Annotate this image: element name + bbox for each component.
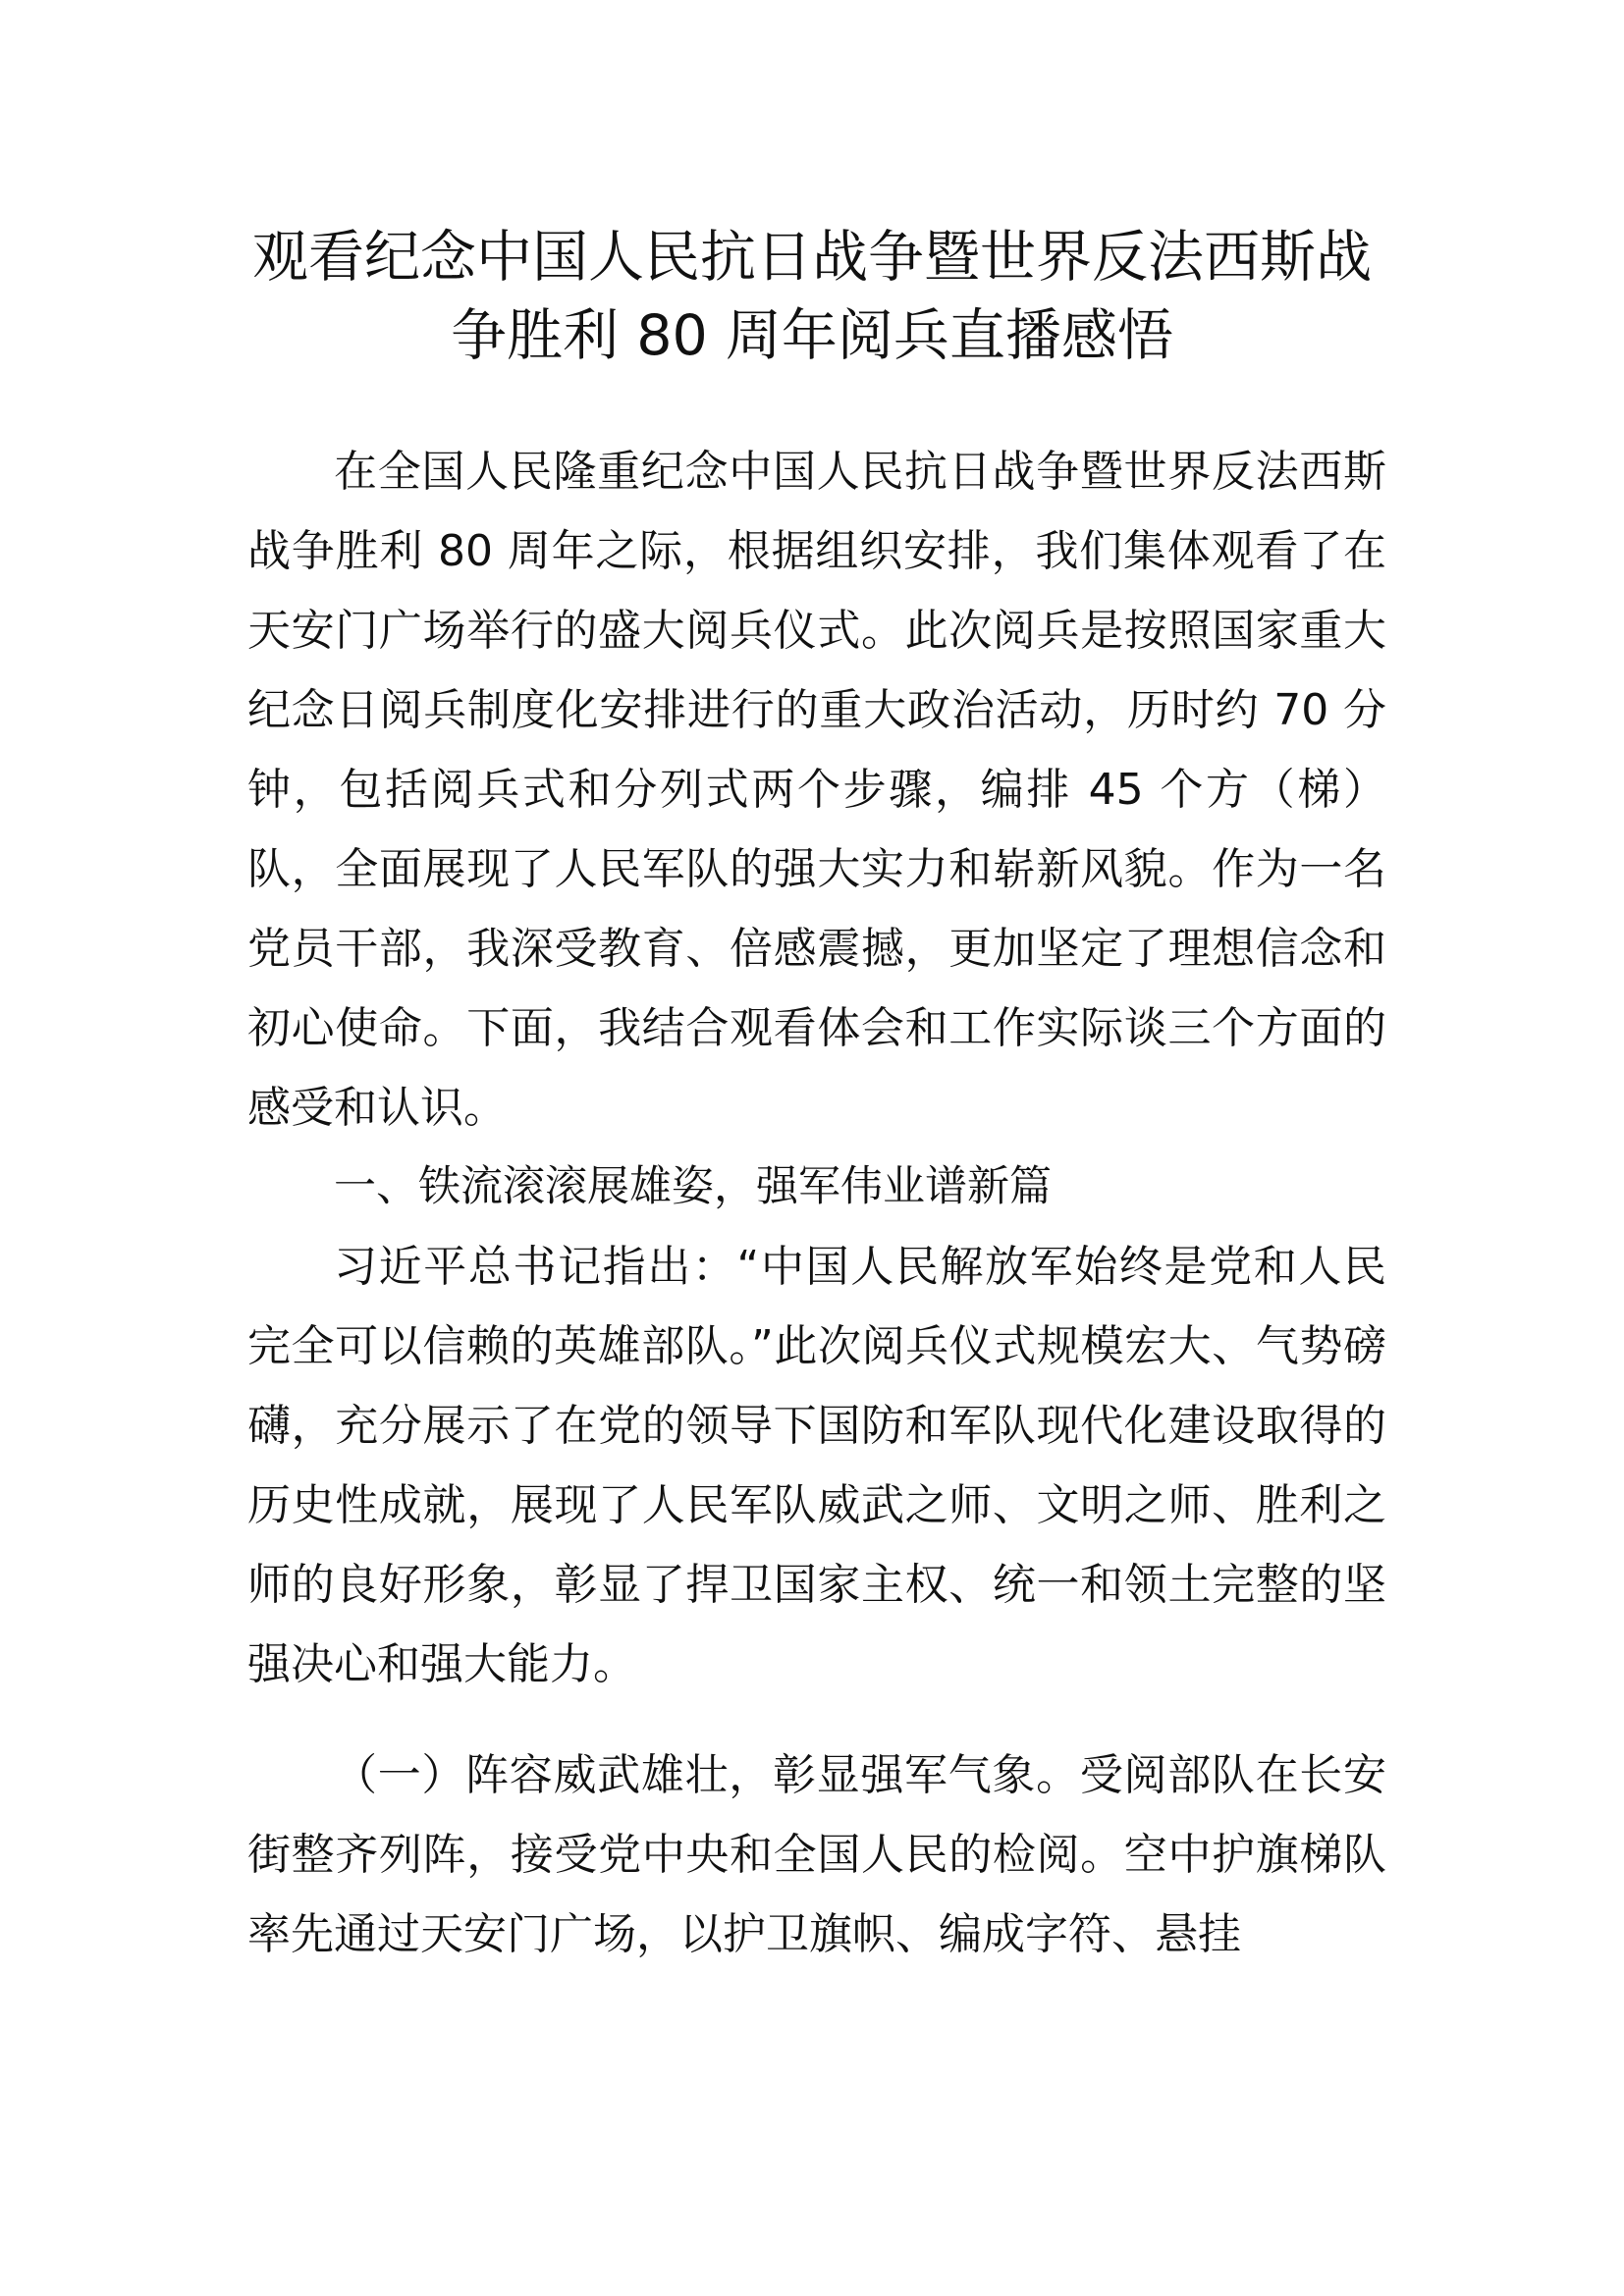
section-1-paragraph: 习近平总书记指出：“中国人民解放军始终是党和人民完全可以信赖的英雄部队。”此次阅兵仪式规模宏大、气势磅礴，充分展示了在党的领导下国防和军队现代化建设取得的历史性成就，展现了人民军队威武之师、文明之师、胜利之师的良好形象，彰显了捍卫国家主权、统一和领土完整的坚强决心和强大能力。	[247, 1242, 1386, 1689]
document-body	[247, 432, 1386, 1974]
subsection-1-paragraph: （一）阵容威武雄壮，彰显强军气象。受阅部队在长安街整齐列阵，接受党中央和全国人民的检阅。空中护旗梯队率先通过天安门广场，以护卫旗帜、编成字符、悬挂	[247, 1750, 1386, 1959]
intro-paragraph: 在全国人民隆重纪念中国人民抗日战争暨世界反法西斯战争胜利 80 周年之际，根据组织安排，我们集体观看了在天安门广场举行的盛大阅兵仪式。此次阅兵是按照国家重大纪念日阅兵制度化安排进行的重大政治活动，历时约 70 分钟，包括阅兵式和分列式两个步骤，编排 45 个方（梯）队，全面展现了人民军队的强大实力和崭新风貌。作为一名党员干部，我深受教育、倍感震撼，更加坚定了理想信念和初心使命。下面，我结合观看体会和工作实际谈三个方面的感受和认识。	[247, 447, 1386, 1133]
document-title: 观看纪念中国人民抗日战争暨世界反法西斯战争胜利 80 周年阅兵直播感悟	[252, 225, 1372, 368]
section-heading-1: 一、铁流滚滚展雄姿，强军伟业谱新篇	[334, 1162, 1052, 1211]
